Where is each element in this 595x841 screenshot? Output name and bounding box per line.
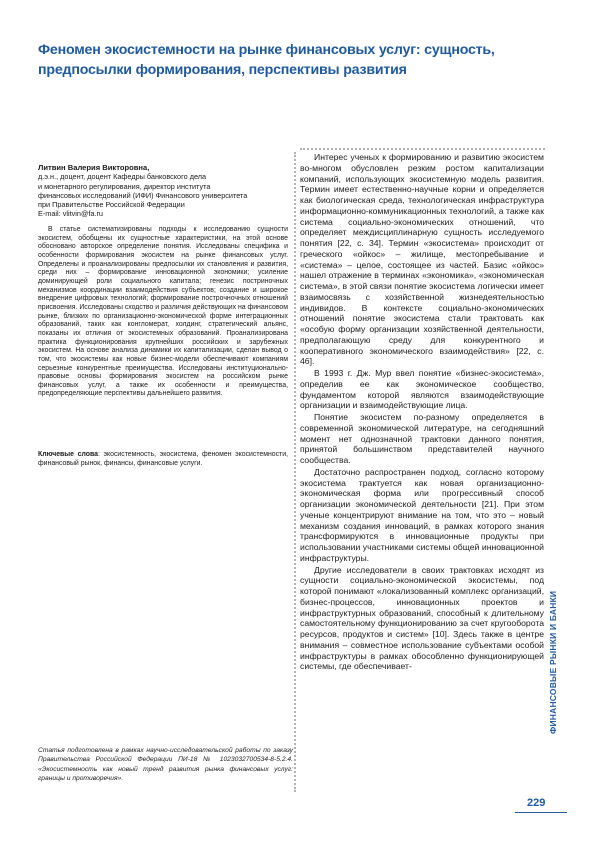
author-position: и монетарного регулирования, директор института [38, 181, 211, 191]
article-title: Феномен экосистемности на рынке финансовых услуг: сущность, предпосылки формирования, перспективы развития [38, 42, 495, 78]
page-number-underline [515, 812, 567, 813]
keywords-label: Ключевые слова [38, 451, 98, 458]
keywords [38, 451, 288, 468]
section-side-label: ФИНАНСОВЫЕ РЫНКИ И БАНКИ [548, 590, 558, 735]
funding-footnote: Статья подготовлена в рамках научно-исследовательской работы по заказу Правительства Российской Федерации ПИ-18 № 1023032700534-8-5.2.4. «Экосистемность как новый тренд развития рынка финансовых услуг: границы и противоречия». [38, 747, 293, 783]
abstract [38, 226, 288, 399]
author-affiliation: при Правительстве Российской Федерации [38, 200, 185, 210]
abstract-text: В статье систематизированы подходы к исследованию сущности экосистем, обобщены их сущностные характеристики, на этой основе обосновано авторское определение понятия. Исследованы специфика и особенности формирования экосистем на рынке финансовых услуг. Определены и проанализированы предпосылки их становления и развития, среди них – формирование инновационной экономики; усиление доминирующей роли социального капитала; генезис постриночных механизмов координации взаимодействия субъектов; создание и широкое внедрение цифровых технологий; формирование построчночных отношений присвоения. Исследованы сходство и различия действующих на финансовом рынке, близких по организационно-экономической форме интеграционных образований, таких как конгломерат, холдинг, стратегический альянс, показаны их отличия от экосистемных образований. Проанализирована практика функционирования крупнейших российских и зарубежных экосистем. На основе анализа динамики их капитализации, сделан вывод о том, что экосистемы как новые бизнес-модели обеспечивают компаниям серьезные конкурентные преимущества. Исследованы институционально-правовые основы формирования экосистем на российском рынке финансовых услуг, а также их особенности и преимущества, предопределяющие перспективы дальнейшего развития. [38, 226, 288, 398]
body-paragraph: В 1993 г. Дж. Мур ввел понятие «бизнес-экосистема», определив ее как экономическое сообщество, фундаментом которой являются взаимодействующие организации и взаимодействующие лица. [300, 368, 544, 411]
keywords-text: : экосистемность, экосистема, феномен экосистемности, финансовый рынок, финансы, финансовые услуги. [38, 451, 288, 467]
top-divider [300, 148, 545, 150]
body-text-column [300, 152, 544, 673]
author-info [38, 163, 288, 219]
body-paragraph: Понятие экосистем по-разному определяется в современной экономической литературе, на сегодняшний момент нет однозначной трактовки данного понятия, принятой большинством представителей научного сообщества. [300, 412, 544, 465]
author-email: E-mail: vlitvin@fa.ru [38, 209, 103, 219]
author-name: Литвин Валерия Викторовна, [38, 163, 150, 172]
page-number: 229 [527, 797, 546, 809]
body-paragraph: Другие исследователи в своих трактовках исходят из сущности социально-экономической экосистемы, под которой понимают «локализованный комплекс организаций, бизнес-процессов, инновационных проектов и инфраструктурных образований, способный к длительному самостоятельному функционированию за счет кругооборота ресурсов, продуктов и систем» [10]. Здесь также в центре внимания – совместное использование субъектами особой инфраструктуры в рамках обособленно функционирующей системы, где обеспечивает- [300, 564, 544, 672]
column-divider [294, 152, 296, 792]
body-paragraph: Интерес ученых к формированию и развитию экосистем во-многом обусловлен резким ростом капитализации компаний, использующих экосистемную модель развития. Термин имеет естественно-научные корни и определяется как биологическая среда, технологическая инфраструктура информационно-коммуникационных технологий, а также как система социально-экономических отношений, что определяет междисциплинарную сущность исследуемого понятия [22, с. 34]. Термин «экосистема» происходит от греческого «ойкос» – жилище, местопребывание и «система» – целое, состоящее из частей. Базис «ойкос» нашел отражение в терминах «экономика», «экономическая система», в этой связи понятие экосистема логически имеет взаимосвязь с хозяйственной жизнедеятельностью индивидов. В контексте социально-экономических отношений понятие экосистема стали трактовать как «особую форму организации хозяйственной деятельности, предполагающую среду для конкурентного и кооперативного экономического взаимодействия» [22, с. 46]. [300, 152, 544, 367]
author-position: д.э.н., доцент, доцент Кафедры банковского дела [38, 172, 207, 182]
body-paragraph: Достаточно распространен подход, согласно которому экосистема трактуется как новая организационно-экономическая форма или прогрессивный способ организации экономической деятельности [21]. При этом ученые концентрируют внимание на том, что это – новый механизм создания инноваций, в рамках которого знания трансформируются в инновационные продукты при использовании участниками системы общей инновационной инфраструктуры. [300, 466, 544, 563]
author-affiliation: финансовых исследований (ИФИ) Финансового университета [38, 190, 248, 200]
